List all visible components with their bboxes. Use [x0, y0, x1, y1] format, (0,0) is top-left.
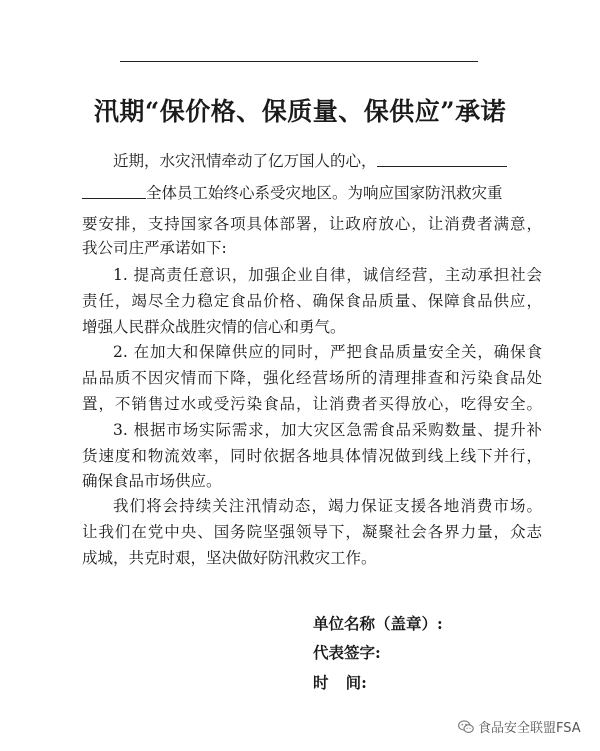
- top-rule: [120, 61, 478, 62]
- item-2-line-3: 置，不销售过水或受污染食品，让消费者买得放心，吃得安全。: [82, 395, 542, 413]
- intro-line-4: 我公司庄严承诺如下:: [82, 239, 227, 257]
- intro-line-3: 要安排，支持国家各项具体部署，让政府放心，让消费者满意，: [82, 215, 542, 233]
- item-1-line-3: 增强人民群众战胜灾情的信心和勇气。: [82, 318, 346, 336]
- intro-line-1: 近期，水灾汛情牵动了亿万国人的心，: [113, 149, 507, 171]
- watermark-text: 食品安全联盟FSA: [478, 721, 581, 736]
- item-1-line-1: 1. 提高责任意识，加强企业自律，诚信经营，主动承担社会: [113, 266, 542, 284]
- company-name-blank-2: [82, 184, 146, 199]
- item-2-line-1: 2. 在加大和保障供应的同时，严把食品质量安全关，确保食: [113, 343, 542, 361]
- closing-line-3: 成城，共克时艰，坚决做好防汛救灾工作。: [82, 549, 377, 567]
- item-1-line-2: 责任，竭尽全力稳定食品价格、确保食品质量、保障食品供应，: [82, 292, 542, 310]
- item-3-line-2: 货速度和物流效率，同时依据各地具体情况做到线上线下并行，: [82, 447, 542, 465]
- watermark: [458, 717, 581, 736]
- intro-line-2: 全体员工始终心系受灾地区。为响应国家防汛救灾重: [82, 181, 503, 203]
- document-title: 汛期“保价格、保质量、保供应”承诺: [93, 97, 507, 126]
- item-3-line-3: 确保食品市场供应。: [82, 472, 222, 490]
- item-3-line-1: 3. 根据市场实际需求，加大灾区急需食品采购数量、提升补: [113, 421, 542, 439]
- closing-line-1: 我们将会持续关注汛情动态，竭力保证支援各地消费市场。: [113, 497, 542, 515]
- unit-name-label: 单位名称（盖章）:: [313, 614, 443, 633]
- item-2-line-2: 品品质不因灾情而下降，强化经营场所的清理排查和污染食品处: [82, 369, 542, 387]
- time-label: 时间:: [313, 673, 367, 692]
- closing-line-2: 让我们在党中央、国务院坚强领导下，凝聚社会各界力量，众志: [82, 523, 542, 541]
- representative-signature-label: 代表签字:: [313, 643, 381, 662]
- company-name-blank-1: [377, 152, 507, 167]
- wechat-icon: [458, 720, 474, 734]
